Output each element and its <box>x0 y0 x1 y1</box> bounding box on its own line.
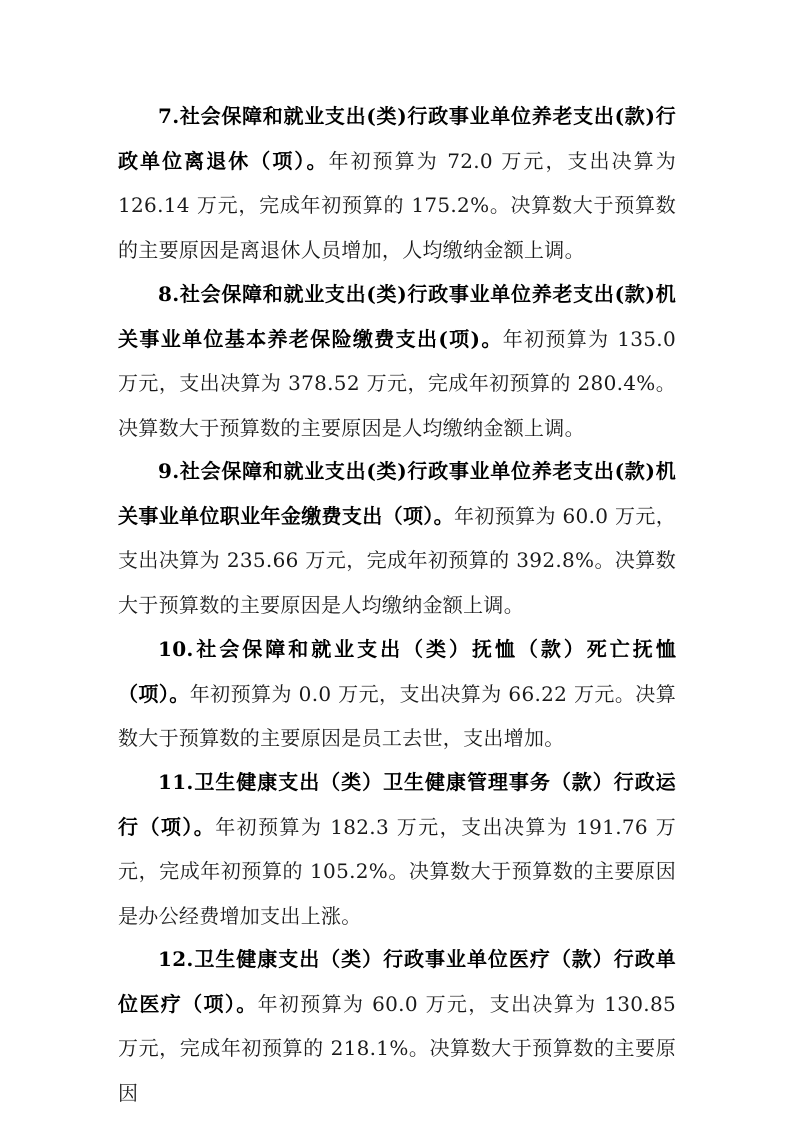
paragraph-text: 年初预算为 60.0 万元，支出决算为 235.66 万元，完成年初预算的 392.8%。决算数大于预算数的主要原因是人均缴纳金额上调。 <box>118 503 676 617</box>
paragraph-heading: 11.卫生健康支出（类）卫生健康管理事务（款）行政运行（项）。 <box>118 770 676 839</box>
paragraph-item-10 <box>118 627 676 761</box>
paragraph-item-12 <box>118 937 676 1115</box>
paragraph-text: 年初预算为 0.0 万元，支出决算为 66.22 万元。决算数大于预算数的主要原因是员工去世，支出增加。 <box>118 681 676 750</box>
paragraph-text: 年初预算为 72.0 万元，支出决算为 126.14 万元，完成年初预算的 175.2%。决算数大于预算数的主要原因是离退休人员增加，人均缴纳金额上调。 <box>118 148 677 262</box>
paragraph-heading: 7.社会保障和就业支出(类)行政事业单位养老支出(款)行政单位离退休（项）。 <box>118 104 676 173</box>
paragraph-heading: 9.社会保障和就业支出(类)行政事业单位养老支出(款)机关事业单位职业年金缴费支出（项）。 <box>118 459 676 528</box>
paragraph-item-8 <box>118 272 676 450</box>
paragraph-text: 年初预算为 182.3 万元，支出决算为 191.76 万元，完成年初预算的 105.2%。决算数大于预算数的主要原因是办公经费增加支出上涨。 <box>118 814 676 928</box>
paragraph-heading: 8.社会保障和就业支出(类)行政事业单位养老支出(款)机关事业单位基本养老保险缴费支出(项)。 <box>118 282 676 351</box>
paragraph-item-7 <box>118 94 676 272</box>
paragraph-heading: 12.卫生健康支出（类）行政事业单位医疗（款）行政单位医疗（项）。 <box>118 947 676 1016</box>
paragraph-item-11 <box>118 760 676 938</box>
paragraph-item-9 <box>118 449 676 627</box>
paragraph-text: 年初预算为 135.0 万元，支出决算为 378.52 万元，完成年初预算的 280.4%。决算数大于预算数的主要原因是人均缴纳金额上调。 <box>118 326 676 440</box>
paragraph-heading: 10.社会保障和就业支出（类）抚恤（款）死亡抚恤（项）。 <box>118 637 676 706</box>
paragraph-text: 年初预算为 60.0 万元，支出决算为 130.85 万元，完成年初预算的 218.1%。决算数大于预算数的主要原因 <box>118 991 676 1105</box>
